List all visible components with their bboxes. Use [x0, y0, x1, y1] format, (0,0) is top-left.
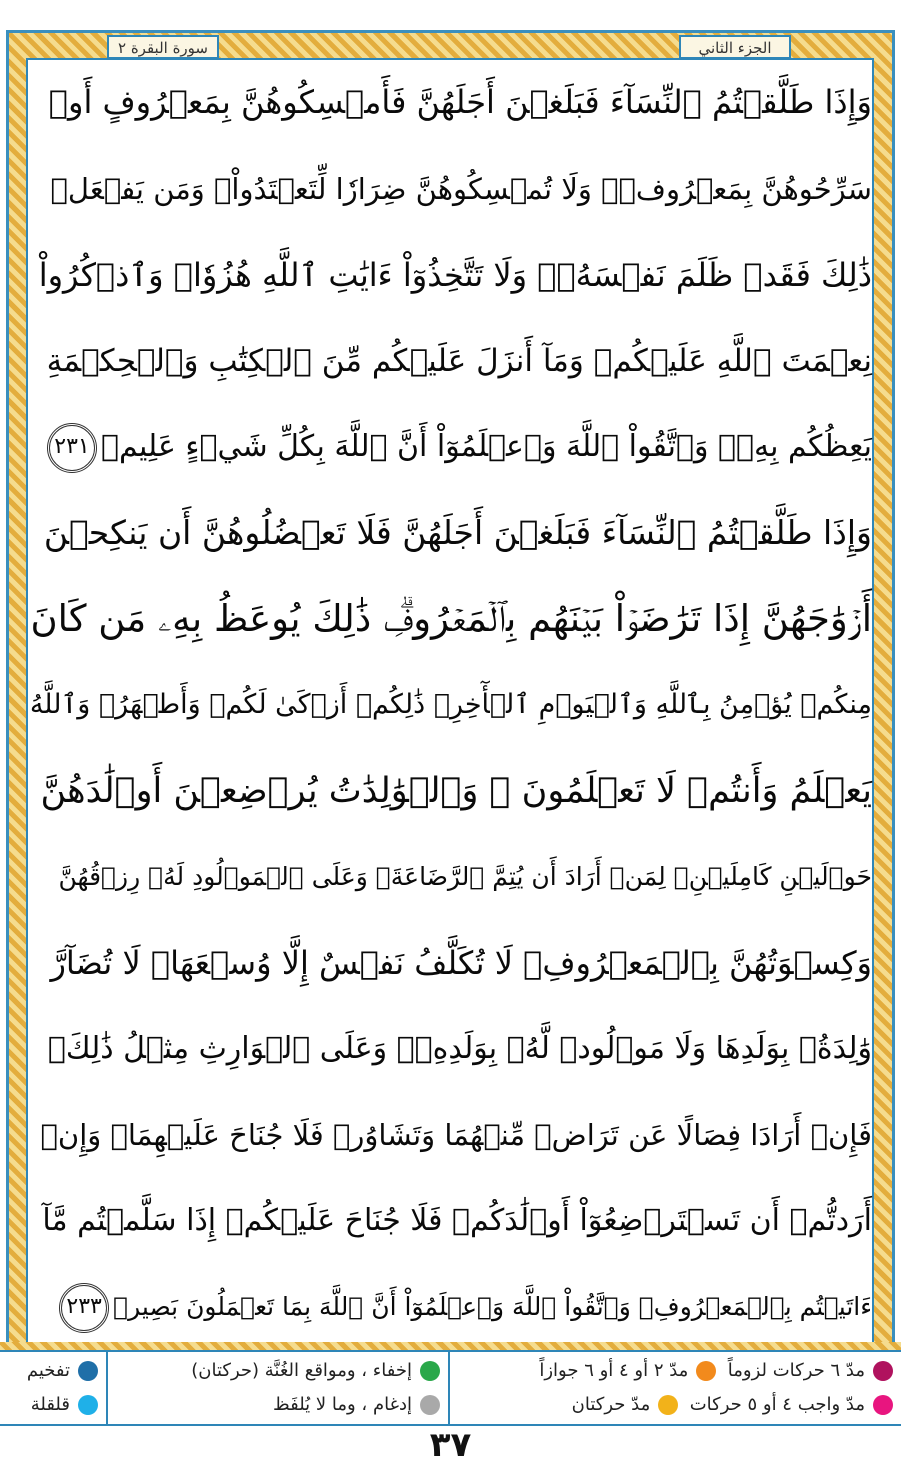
verse-line: مِنكُمۡ يُؤۡمِنُ بِٱللَّهِ وَٱلۡيَوۡمِ ٱلۡأٓخِرِۗ ذَٰلِكُمۡ أَزۡكَىٰ لَكُمۡ وَأَطۡهَرُۚ وَٱللَّهُ	[29, 689, 872, 720]
verse-line: وَكِسۡوَتُهُنَّ بِٱلۡمَعۡرُوفِۚ لَا تُكَلَّفُ نَفۡسٌ إِلَّا وُسۡعَهَاۚ لَا تُضَآرَّ	[50, 944, 872, 982]
page-number: ٣٧	[429, 1425, 472, 1465]
verse-line: فَإِنۡ أَرَادَا فِصَالًا عَن تَرَاضٖ مِّنۡهُمَا وَتَشَاوُرٖ فَلَا جُنَاحَ عَلَيۡهِمَاۗ وَإِنۡ	[40, 1118, 872, 1152]
legend-ikhfa: إخفاء ، ومواقع الغُنَّة (حركتان)	[191, 1360, 412, 1381]
madd246-color-dot	[696, 1361, 716, 1381]
madd6-color-dot	[873, 1361, 893, 1381]
legend-madd246: مدّ ٢ أو ٤ أو ٦ جوازاً	[539, 1360, 689, 1381]
idgham-color-dot	[420, 1395, 440, 1415]
verse-line: نِعۡمَتَ ٱللَّهِ عَلَيۡكُمۡ وَمَآ أَنزَلَ عَلَيۡكُم مِّنَ ٱلۡكِتَٰبِ وَٱلۡحِكۡمَةِ	[46, 343, 872, 379]
verse-line: أَزۡوَٰجَهُنَّ إِذَا تَرَٰضَوۡاْ بَيۡنَهُم بِٱلۡمَعۡرُوفِۗ ذَٰلِكَ يُوعَظُ بِهِۦ مَن كَانَ	[30, 597, 872, 640]
verse-line: ذَٰلِكَ فَقَدۡ ظَلَمَ نَفۡسَهُۥۚ وَلَا تَتَّخِذُوٓاْ ءَايَٰتِ ٱللَّهِ هُزُوٗاۚ وَٱذۡكُرُواْ	[38, 256, 872, 294]
legend-qalqala: قلقلة	[30, 1394, 70, 1415]
verse-line: وَٰلِدَةُۢ بِوَلَدِهَا وَلَا مَوۡلُودٞ لَّهُۥ بِوَلَدِهِۦۚ وَعَلَى ٱلۡوَارِثِ مِثۡلُ ذَٰلِكَۗ	[47, 1031, 872, 1066]
legend-madd2: مدّ حركتان	[571, 1394, 651, 1415]
juz-label: الجزء الثاني	[679, 35, 791, 59]
ayah-number-marker: ٢٣٣	[59, 1283, 109, 1333]
verse-line: سَرِّحُوهُنَّ بِمَعۡرُوفٖۚ وَلَا تُمۡسِكُوهُنَّ ضِرَارٗا لِّتَعۡتَدُواْۚ وَمَن يَفۡعَلۡ	[50, 172, 872, 206]
ayah-number-marker: ٢٣١	[47, 423, 97, 473]
legend-madd45: مدّ واجب ٤ أو ٥ حركات	[689, 1394, 865, 1415]
tafkhim-color-dot	[78, 1361, 98, 1381]
verse-line: حَوۡلَيۡنِ كَامِلَيۡنِۖ لِمَنۡ أَرَادَ أَن يُتِمَّ ٱلرَّضَاعَةَۚ وَعَلَى ٱلۡمَوۡلُودِ لَهُۥ رِزۡقُهُنَّ	[58, 862, 872, 891]
verse-line: يَعِظُكُم بِهِۦۚ وَٱتَّقُواْ ٱللَّهَ وَٱعۡلَمُوٓاْ أَنَّ ٱللَّهَ بِكُلِّ شَيۡءٍ عَلِيمٞ٢٣١	[30, 412, 872, 482]
legend-tafkhim: تفخيم	[26, 1360, 70, 1381]
verse-line: أَرَدتُّمۡ أَن تَسۡتَرۡضِعُوٓاْ أَوۡلَٰدَكُمۡ فَلَا جُنَاحَ عَلَيۡكُمۡ إِذَا سَلَّمۡتُم مَّآ	[42, 1203, 872, 1238]
verse-line: ءَاتَيۡتُم بِٱلۡمَعۡرُوفِۗ وَٱتَّقُواْ ٱللَّهَ وَٱعۡلَمُوٓاْ أَنَّ ٱللَّهَ بِمَا تَعۡمَلُونَ بَصِيرٞ٢٣٣	[30, 1272, 872, 1342]
verse-line: وَإِذَا طَلَّقۡتُمُ ٱلنِّسَآءَ فَبَلَغۡنَ أَجَلَهُنَّ فَأَمۡسِكُوهُنَّ بِمَعۡرُوفٍ أَوۡ	[48, 83, 872, 121]
legend-madd6: مدّ ٦ حركات لزوماً	[727, 1360, 865, 1381]
qalqala-color-dot	[78, 1395, 98, 1415]
legend-idgham: إدغام ، وما لا يُلفَظ	[273, 1394, 412, 1415]
ikhfa-color-dot	[420, 1361, 440, 1381]
verse-line: وَإِذَا طَلَّقۡتُمُ ٱلنِّسَآءَ فَبَلَغۡنَ أَجَلَهُنَّ فَلَا تَعۡضُلُوهُنَّ أَن يَنكِحۡنَ	[43, 513, 872, 552]
madd2-color-dot	[658, 1395, 678, 1415]
madd45-color-dot	[873, 1395, 893, 1415]
tajweed-legend	[0, 1350, 901, 1426]
verse-line: يَعۡلَمُ وَأَنتُمۡ لَا تَعۡلَمُونَ ۞ وَٱلۡوَٰلِدَٰتُ يُرۡضِعۡنَ أَوۡلَٰدَهُنَّ	[40, 771, 872, 811]
surah-label: سورة البقرة ٢	[107, 35, 219, 59]
